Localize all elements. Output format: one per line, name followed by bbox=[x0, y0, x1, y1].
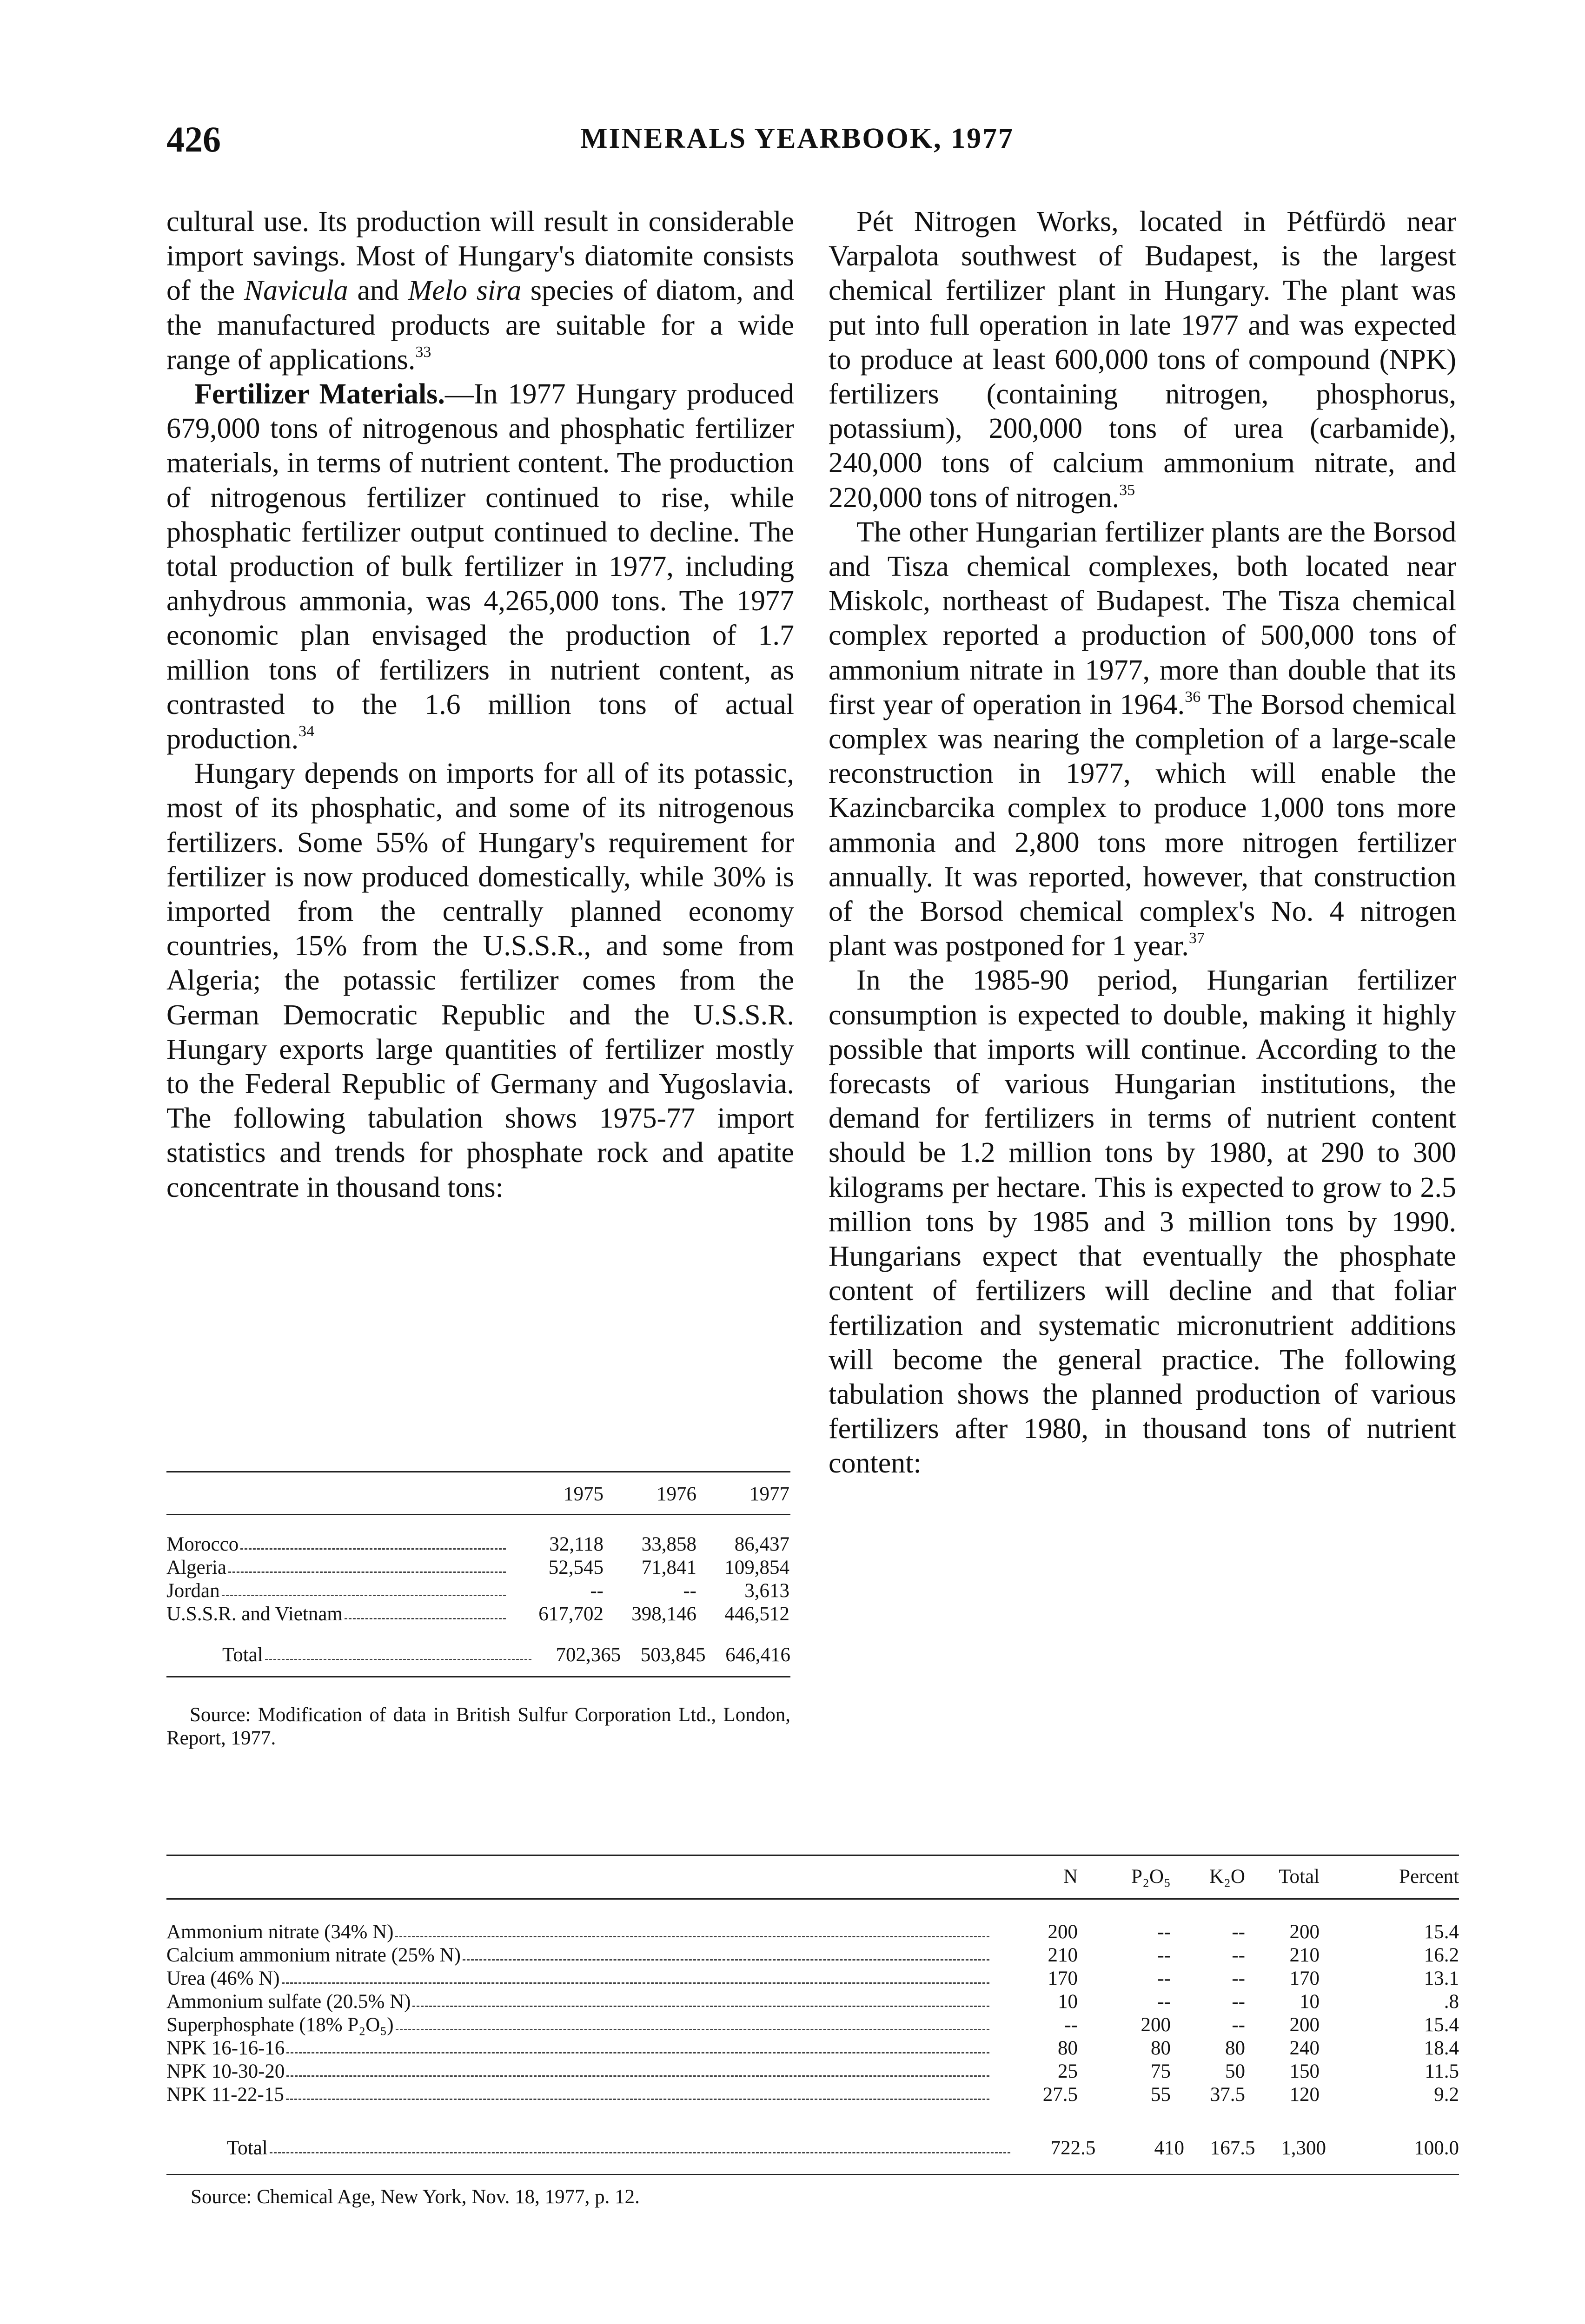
column-header: K₂O bbox=[1209, 1866, 1245, 1888]
planned-production-table bbox=[166, 1855, 1459, 2175]
paragraph: Hungary depends on imports for all of its potassic, most of its phosphatic, and some of its nitrogenous fertilizers. Some 55% of Hungary's requirement for fertilizer is now produced domestically, while 30% is imported from the centrally planned economy countries, 15% from the U.S.S.R., and some from Algeria; the potassic fertilizer comes from the German Democratic Republic and the U.S.S.R. Hungary exports large quantities of fertilizer mostly to the Federal Republic of Germany and Yugoslavia. The following tabulation shows 1975-77 import statistics and trends for phosphate rock and apatite concentrate in thousand tons: bbox=[166, 758, 794, 1203]
table-row: Calcium ammonium nitrate (25% N) 210 -- -- 210 16.2 bbox=[166, 1944, 1459, 1966]
column-header: N bbox=[1063, 1866, 1078, 1888]
column-header: 1977 bbox=[749, 1483, 789, 1505]
left-column bbox=[166, 205, 794, 1205]
table-total-row: Total 702,365 503,845 646,416 bbox=[222, 1644, 790, 1666]
table-row: Algeria 52,545 71,841 109,854 bbox=[166, 1557, 789, 1578]
table-row: Morocco 32,118 33,858 86,437 bbox=[166, 1533, 789, 1555]
right-column bbox=[829, 205, 1456, 1481]
page-header bbox=[166, 119, 1459, 165]
column-header: P₂O₅ bbox=[1131, 1866, 1171, 1888]
column-header: Total bbox=[1279, 1866, 1320, 1888]
column-header: 1975 bbox=[564, 1483, 603, 1505]
table-row: NPK 16-16-16 80 80 80 240 18.4 bbox=[166, 2037, 1459, 2059]
column-header: Percent bbox=[1399, 1866, 1459, 1888]
table-row: Superphosphate (18% P₂O₅) -- 200 -- 200 15.4 bbox=[166, 2014, 1459, 2036]
table-row: Jordan -- -- 3,613 bbox=[166, 1580, 789, 1602]
table-row: NPK 10-30-20 25 75 50 150 11.5 bbox=[166, 2060, 1459, 2082]
table-source-note: Source: Modification of data in British Sulfur Corporation Ltd., London, Report, 1977. bbox=[166, 1704, 790, 1749]
table-header bbox=[166, 1856, 1459, 1900]
table-row: NPK 11-22-15 27.5 55 37.5 120 9.2 bbox=[166, 2084, 1459, 2106]
table-total-row: Total 722.5 410 167.5 1,300 100.0 bbox=[227, 2137, 1459, 2159]
import-statistics-table bbox=[166, 1471, 790, 1677]
page-number: 426 bbox=[166, 119, 221, 159]
paragraph-fertilizer-materials: Fertilizer Materials.—In 1977 Hungary produced 679,000 tons of nitrogenous and phosphatic fertilizer materials, in terms of nutrient content. The production of nitrogenous fertilizer continued to rise, while phosphatic fertilizer output continued to decline. The total production of bulk fertilizer in 1977, including anhydrous ammonia, was 4,265,000 tons. The 1977 economic plan envisaged the production of 1.7 million tons of fertilizers in nutrient content, as contrasted to the 1.6 million tons of actual production.$^{34}$ bbox=[166, 378, 794, 755]
paragraph: Pét Nitrogen Works, located in Pétfürdö near Varpalota southwest of Budapest, is the largest chemical fertilizer plant in Hungary. The plant was put into full operation in late 1977 and was expected to produce at least 600,000 tons of compound (NPK) fertilizers (containing nitrogen, phosphorus, potassium), 200,000 tons of urea (carbamide), 240,000 tons of calcium ammonium nitrate, and 220,000 tons of nitrogen.$^{35}$ bbox=[829, 206, 1456, 514]
table-row: U.S.S.R. and Vietnam 617,702 398,146 446,512 bbox=[166, 1603, 789, 1625]
paragraph: In the 1985-90 period, Hungarian fertilizer consumption is expected to double, making it highly possible that imports will continue. According to the forecasts of various Hungarian institutions, the demand for fertilizers in terms of nutrient content should be 1.2 million tons by 1980, at 290 to 300 kilograms per hectare. This is expected to grow to 2.5 million tons by 1985 and 3 million tons by 1990. Hungarians expect that eventually the phosphate content of fertilizers will decline and that foliar fertilization and systematic micronutrient additions will become the general practice. The following tabulation shows the planned production of various fertilizers after 1980, in thousand tons of nutrient content: bbox=[829, 964, 1456, 1479]
footnote-ref: 35 bbox=[1119, 481, 1135, 499]
table-row: Urea (46% N) 170 -- -- 170 13.1 bbox=[166, 1967, 1459, 1989]
table-source-note: Source: Chemical Age, New York, Nov. 18, 1977, p. 12. bbox=[191, 2186, 640, 2208]
section-runin-heading: Fertilizer Materials. bbox=[194, 378, 445, 410]
table-row: Ammonium sulfate (20.5% N) 10 -- -- 10 .8 bbox=[166, 1991, 1459, 2013]
footnote-ref: 37 bbox=[1188, 930, 1205, 947]
running-head: MINERALS YEARBOOK, 1977 bbox=[580, 123, 1015, 154]
footnote-ref: 36 bbox=[1185, 688, 1201, 706]
table-row: Ammonium nitrate (34% N) 200 -- -- 200 15.4 bbox=[166, 1921, 1459, 1943]
footnote-ref: 34 bbox=[298, 723, 315, 740]
column-header: 1976 bbox=[657, 1483, 696, 1505]
paragraph: cultural use. Its production will result in considerable import savings. Most of Hungary's diatomite consists of the Navicula and Melo sira species of diatom, and the manufactured products are suitable for a wide range of applications.$^{33}$ bbox=[166, 206, 794, 376]
table-header bbox=[166, 1472, 790, 1515]
paragraph: The other Hungarian fertilizer plants are the Borsod and Tisza chemical complexes, both located near Miskolc, northeast of Budapest. The Tisza chemical complex reported a production of 500,000 tons of ammonium nitrate in 1977, more than double that its first year of operation in 1964.36 The Borsod chemical complex was nearing the completion of a large-scale reconstruction in 1977, which will enable the Kazincbarcika complex to produce 1,000 tons more ammonia and 2,800 tons more nitrogen fertilizer annually. It was reported, however, that construction of the Borsod chemical complex's No. 4 nitrogen plant was postponed for 1 year.$^{37}$ bbox=[829, 516, 1457, 962]
footnote-ref: 33 bbox=[415, 343, 431, 361]
